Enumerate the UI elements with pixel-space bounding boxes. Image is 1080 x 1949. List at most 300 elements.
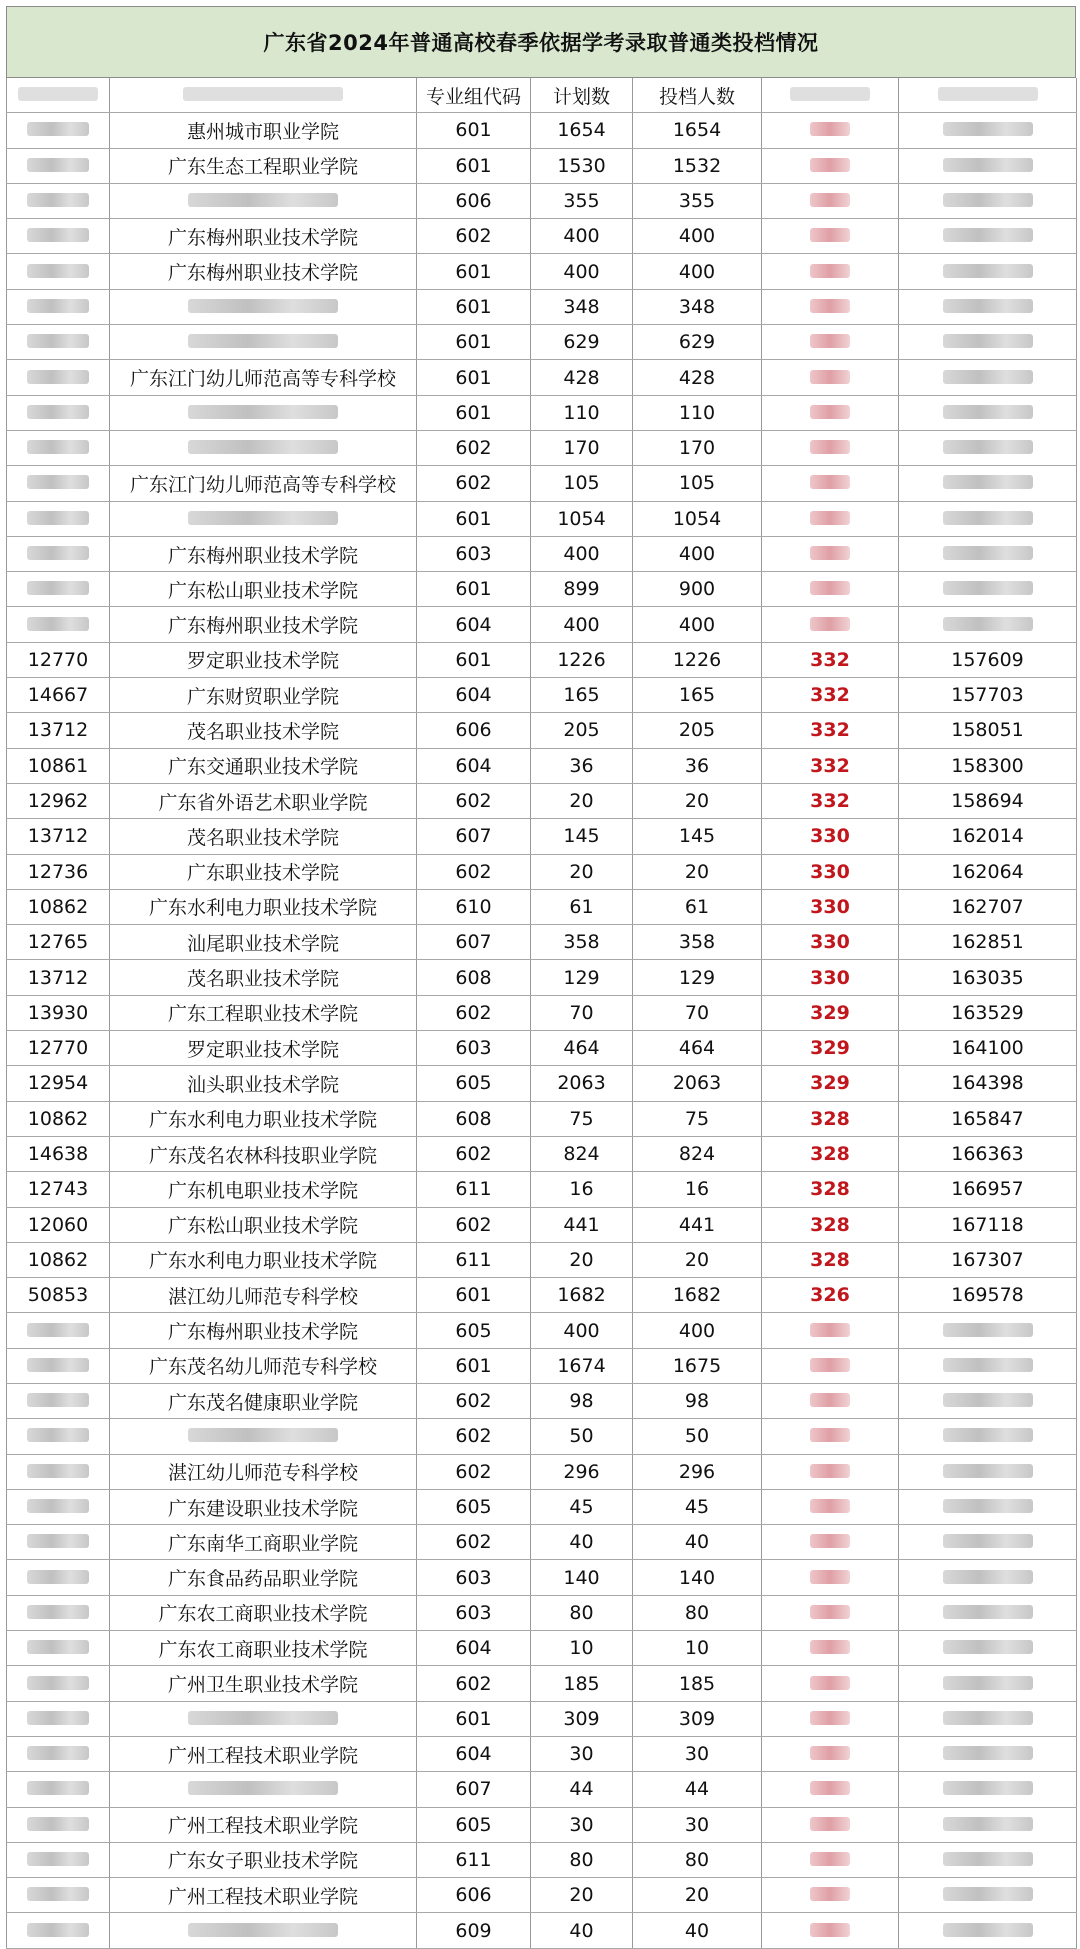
cell-plan-count: 80 xyxy=(531,1842,633,1877)
cell-min-score: 330 xyxy=(762,889,899,924)
cell-admitted-count: 140 xyxy=(633,1560,762,1595)
header-admitted-count: 投档人数 xyxy=(633,78,762,113)
blurred-value xyxy=(810,1464,850,1478)
cell-min-score xyxy=(762,1772,899,1807)
cell-plan-count: 10 xyxy=(531,1631,633,1666)
cell-admitted-count: 50 xyxy=(633,1419,762,1454)
table-row xyxy=(7,183,1077,218)
cell-school-code: 12770 xyxy=(7,642,110,677)
cell-school-name: 广东江门幼儿师范高等专科学校 xyxy=(110,360,417,395)
table-row xyxy=(7,1631,1077,1666)
cell-school-name: 广东水利电力职业技术学院 xyxy=(110,1242,417,1277)
blurred-value xyxy=(943,1393,1033,1407)
cell-admitted-count: 629 xyxy=(633,325,762,360)
cell-min-score: 328 xyxy=(762,1172,899,1207)
cell-plan-count: 1054 xyxy=(531,501,633,536)
table-row xyxy=(7,960,1077,995)
cell-admitted-count: 45 xyxy=(633,1489,762,1524)
cell-school-name: 广东农工商职业技术学院 xyxy=(110,1631,417,1666)
cell-admitted-count: 2063 xyxy=(633,1066,762,1101)
cell-plan-count: 441 xyxy=(531,1207,633,1242)
blurred-value xyxy=(27,1323,89,1337)
blurred-value xyxy=(943,1464,1033,1478)
cell-school-name: 汕头职业技术学院 xyxy=(110,1066,417,1101)
table-row xyxy=(7,1031,1077,1066)
blurred-value xyxy=(943,1499,1033,1513)
cell-school-code xyxy=(7,148,110,183)
cell-admitted-count: 205 xyxy=(633,713,762,748)
blurred-header xyxy=(183,87,343,101)
cell-school-name xyxy=(110,1419,417,1454)
cell-min-score xyxy=(762,1631,899,1666)
blurred-value xyxy=(27,1570,89,1584)
header-min-rank xyxy=(899,78,1077,113)
blurred-value xyxy=(810,1817,850,1831)
cell-group-code: 605 xyxy=(417,1489,531,1524)
cell-group-code: 601 xyxy=(417,1701,531,1736)
cell-plan-count: 1682 xyxy=(531,1278,633,1313)
cell-school-code xyxy=(7,360,110,395)
cell-school-code xyxy=(7,1666,110,1701)
blurred-value xyxy=(27,228,89,242)
blurred-value xyxy=(810,1711,850,1725)
cell-school-code: 12770 xyxy=(7,1031,110,1066)
cell-min-rank xyxy=(899,183,1077,218)
cell-school-code: 10862 xyxy=(7,889,110,924)
cell-min-score xyxy=(762,430,899,465)
blurred-value xyxy=(27,1499,89,1513)
cell-min-score xyxy=(762,1807,899,1842)
cell-school-code: 10862 xyxy=(7,1242,110,1277)
cell-admitted-count: 296 xyxy=(633,1454,762,1489)
cell-group-code: 603 xyxy=(417,536,531,571)
cell-plan-count: 140 xyxy=(531,1560,633,1595)
cell-school-code: 10862 xyxy=(7,1101,110,1136)
cell-min-rank xyxy=(899,1489,1077,1524)
blurred-value xyxy=(943,1746,1033,1760)
cell-school-name: 广州工程技术职业学院 xyxy=(110,1807,417,1842)
cell-admitted-count: 20 xyxy=(633,1242,762,1277)
cell-min-rank xyxy=(899,1772,1077,1807)
cell-school-name: 广东江门幼儿师范高等专科学校 xyxy=(110,466,417,501)
cell-school-code xyxy=(7,1701,110,1736)
cell-admitted-count: 824 xyxy=(633,1136,762,1171)
cell-admitted-count: 16 xyxy=(633,1172,762,1207)
cell-min-rank xyxy=(899,1736,1077,1771)
cell-min-score: 329 xyxy=(762,1066,899,1101)
cell-plan-count: 105 xyxy=(531,466,633,501)
cell-min-score: 329 xyxy=(762,1031,899,1066)
cell-plan-count: 400 xyxy=(531,254,633,289)
cell-min-rank: 157703 xyxy=(899,678,1077,713)
cell-admitted-count: 40 xyxy=(633,1525,762,1560)
table-row xyxy=(7,395,1077,430)
blurred-value xyxy=(27,299,89,313)
cell-min-rank: 163035 xyxy=(899,960,1077,995)
cell-plan-count: 1226 xyxy=(531,642,633,677)
table-row xyxy=(7,748,1077,783)
cell-min-score xyxy=(762,1313,899,1348)
blurred-value xyxy=(188,405,338,419)
cell-admitted-count: 400 xyxy=(633,254,762,289)
cell-plan-count: 30 xyxy=(531,1807,633,1842)
cell-school-code xyxy=(7,1348,110,1383)
cell-school-code xyxy=(7,501,110,536)
cell-school-code xyxy=(7,395,110,430)
table-row xyxy=(7,466,1077,501)
cell-group-code: 602 xyxy=(417,1136,531,1171)
cell-school-code xyxy=(7,289,110,324)
table-row xyxy=(7,678,1077,713)
blurred-value xyxy=(810,1323,850,1337)
cell-min-rank: 164100 xyxy=(899,1031,1077,1066)
blurred-value xyxy=(27,1605,89,1619)
cell-plan-count: 348 xyxy=(531,289,633,324)
cell-min-rank xyxy=(899,1878,1077,1913)
cell-min-score: 330 xyxy=(762,960,899,995)
cell-admitted-count: 80 xyxy=(633,1842,762,1877)
cell-school-code: 10861 xyxy=(7,748,110,783)
cell-school-code xyxy=(7,113,110,148)
blurred-value xyxy=(810,1676,850,1690)
cell-group-code: 605 xyxy=(417,1313,531,1348)
blurred-value xyxy=(810,193,850,207)
cell-group-code: 604 xyxy=(417,748,531,783)
blurred-value xyxy=(188,511,338,525)
cell-group-code: 601 xyxy=(417,289,531,324)
cell-group-code: 607 xyxy=(417,819,531,854)
blurred-value xyxy=(810,1852,850,1866)
blurred-header xyxy=(790,87,870,101)
cell-school-code xyxy=(7,325,110,360)
table-row xyxy=(7,1101,1077,1136)
cell-admitted-count: 185 xyxy=(633,1666,762,1701)
cell-min-rank xyxy=(899,325,1077,360)
blurred-value xyxy=(810,299,850,313)
cell-school-code xyxy=(7,1383,110,1418)
cell-admitted-count: 428 xyxy=(633,360,762,395)
blurred-value xyxy=(943,1852,1033,1866)
cell-school-name: 广东省外语艺术职业学院 xyxy=(110,783,417,818)
blurred-value xyxy=(810,122,850,136)
cell-min-rank xyxy=(899,395,1077,430)
header-row xyxy=(7,78,1077,113)
blurred-value xyxy=(943,1676,1033,1690)
cell-group-code: 604 xyxy=(417,678,531,713)
blurred-value xyxy=(810,546,850,560)
cell-min-score xyxy=(762,1736,899,1771)
table-row xyxy=(7,713,1077,748)
cell-admitted-count: 20 xyxy=(633,854,762,889)
cell-min-score xyxy=(762,289,899,324)
cell-school-name: 广东茂名农林科技职业学院 xyxy=(110,1136,417,1171)
cell-school-code xyxy=(7,1772,110,1807)
cell-plan-count: 428 xyxy=(531,360,633,395)
table-row xyxy=(7,1772,1077,1807)
blurred-value xyxy=(810,1570,850,1584)
blurred-value xyxy=(943,264,1033,278)
blurred-value xyxy=(810,1499,850,1513)
cell-admitted-count: 105 xyxy=(633,466,762,501)
cell-school-code: 13712 xyxy=(7,819,110,854)
cell-min-score xyxy=(762,325,899,360)
cell-group-code: 601 xyxy=(417,254,531,289)
cell-school-code xyxy=(7,1807,110,1842)
cell-school-code: 12765 xyxy=(7,925,110,960)
cell-group-code: 611 xyxy=(417,1172,531,1207)
cell-admitted-count: 1675 xyxy=(633,1348,762,1383)
cell-admitted-count: 40 xyxy=(633,1913,762,1948)
cell-group-code: 602 xyxy=(417,1525,531,1560)
cell-min-rank xyxy=(899,536,1077,571)
blurred-value xyxy=(943,1781,1033,1795)
table-row xyxy=(7,501,1077,536)
cell-school-code xyxy=(7,536,110,571)
cell-min-rank xyxy=(899,1701,1077,1736)
cell-min-rank xyxy=(899,148,1077,183)
cell-admitted-count: 129 xyxy=(633,960,762,995)
cell-min-rank: 165847 xyxy=(899,1101,1077,1136)
table-row xyxy=(7,1666,1077,1701)
cell-min-score xyxy=(762,1383,899,1418)
blurred-value xyxy=(27,1534,89,1548)
cell-school-code xyxy=(7,1842,110,1877)
blurred-value xyxy=(943,1817,1033,1831)
cell-school-code xyxy=(7,219,110,254)
blurred-value xyxy=(27,1781,89,1795)
cell-group-code: 602 xyxy=(417,783,531,818)
table-row xyxy=(7,1878,1077,1913)
cell-admitted-count: 20 xyxy=(633,1878,762,1913)
blurred-value xyxy=(810,264,850,278)
blurred-value xyxy=(943,1358,1033,1372)
cell-school-name: 广州卫生职业技术学院 xyxy=(110,1666,417,1701)
cell-school-name xyxy=(110,395,417,430)
cell-school-name xyxy=(110,1772,417,1807)
blurred-value xyxy=(27,193,89,207)
cell-school-code xyxy=(7,183,110,218)
table-row xyxy=(7,360,1077,395)
cell-group-code: 601 xyxy=(417,360,531,395)
blurred-value xyxy=(810,581,850,595)
cell-school-code: 14638 xyxy=(7,1136,110,1171)
cell-school-code xyxy=(7,1913,110,1948)
cell-school-name: 广东梅州职业技术学院 xyxy=(110,607,417,642)
cell-group-code: 601 xyxy=(417,395,531,430)
cell-plan-count: 185 xyxy=(531,1666,633,1701)
cell-school-name: 广东松山职业技术学院 xyxy=(110,572,417,607)
cell-plan-count: 464 xyxy=(531,1031,633,1066)
blurred-value xyxy=(810,1534,850,1548)
cell-admitted-count: 30 xyxy=(633,1736,762,1771)
cell-group-code: 602 xyxy=(417,1207,531,1242)
cell-min-rank xyxy=(899,1348,1077,1383)
cell-min-rank: 158051 xyxy=(899,713,1077,748)
cell-school-name: 广东茂名幼儿师范专科学校 xyxy=(110,1348,417,1383)
cell-plan-count: 30 xyxy=(531,1736,633,1771)
cell-group-code: 601 xyxy=(417,572,531,607)
table-row xyxy=(7,1207,1077,1242)
blurred-value xyxy=(27,1640,89,1654)
blurred-value xyxy=(188,440,338,454)
cell-min-rank xyxy=(899,1595,1077,1630)
cell-min-score xyxy=(762,1701,899,1736)
cell-min-score xyxy=(762,1666,899,1701)
cell-min-score xyxy=(762,501,899,536)
blurred-value xyxy=(810,1428,850,1442)
cell-plan-count: 98 xyxy=(531,1383,633,1418)
cell-admitted-count: 20 xyxy=(633,783,762,818)
blurred-value xyxy=(943,1640,1033,1654)
cell-group-code: 601 xyxy=(417,501,531,536)
cell-min-score xyxy=(762,360,899,395)
cell-school-name xyxy=(110,1913,417,1948)
cell-plan-count: 20 xyxy=(531,854,633,889)
table-row xyxy=(7,1525,1077,1560)
blurred-value xyxy=(27,264,89,278)
cell-admitted-count: 75 xyxy=(633,1101,762,1136)
cell-group-code: 608 xyxy=(417,1101,531,1136)
cell-min-rank xyxy=(899,1454,1077,1489)
cell-school-name xyxy=(110,501,417,536)
cell-admitted-count: 44 xyxy=(633,1772,762,1807)
cell-school-code xyxy=(7,1454,110,1489)
cell-plan-count: 1654 xyxy=(531,113,633,148)
cell-plan-count: 110 xyxy=(531,395,633,430)
admission-table-sheet xyxy=(6,6,1076,1949)
blurred-value xyxy=(943,1711,1033,1725)
table-row xyxy=(7,1842,1077,1877)
cell-school-code: 12060 xyxy=(7,1207,110,1242)
cell-admitted-count: 441 xyxy=(633,1207,762,1242)
cell-group-code: 607 xyxy=(417,925,531,960)
blurred-value xyxy=(810,511,850,525)
cell-plan-count: 400 xyxy=(531,607,633,642)
cell-min-score: 332 xyxy=(762,642,899,677)
blurred-value xyxy=(810,1887,850,1901)
cell-school-name: 广东生态工程职业学院 xyxy=(110,148,417,183)
cell-min-rank xyxy=(899,1383,1077,1418)
blurred-value xyxy=(943,546,1033,560)
admission-table xyxy=(6,78,1077,1949)
cell-school-code: 12962 xyxy=(7,783,110,818)
table-row xyxy=(7,254,1077,289)
cell-school-name: 茂名职业技术学院 xyxy=(110,819,417,854)
cell-school-name: 罗定职业技术学院 xyxy=(110,642,417,677)
header-school-code xyxy=(7,78,110,113)
cell-admitted-count: 400 xyxy=(633,1313,762,1348)
table-row xyxy=(7,1807,1077,1842)
blurred-value xyxy=(188,1428,338,1442)
cell-plan-count: 70 xyxy=(531,995,633,1030)
cell-min-score xyxy=(762,1842,899,1877)
cell-admitted-count: 900 xyxy=(633,572,762,607)
cell-group-code: 611 xyxy=(417,1842,531,1877)
cell-min-rank xyxy=(899,1842,1077,1877)
blurred-value xyxy=(27,334,89,348)
cell-min-rank xyxy=(899,289,1077,324)
cell-admitted-count: 1054 xyxy=(633,501,762,536)
cell-school-name: 广东工程职业技术学院 xyxy=(110,995,417,1030)
cell-min-rank: 169578 xyxy=(899,1278,1077,1313)
cell-school-name: 广东梅州职业技术学院 xyxy=(110,219,417,254)
cell-plan-count: 899 xyxy=(531,572,633,607)
cell-school-name: 广东松山职业技术学院 xyxy=(110,1207,417,1242)
cell-group-code: 604 xyxy=(417,1736,531,1771)
cell-plan-count: 296 xyxy=(531,1454,633,1489)
cell-school-code: 14667 xyxy=(7,678,110,713)
cell-plan-count: 1530 xyxy=(531,148,633,183)
cell-school-name: 湛江幼儿师范专科学校 xyxy=(110,1454,417,1489)
cell-group-code: 602 xyxy=(417,430,531,465)
table-row xyxy=(7,1348,1077,1383)
cell-min-rank xyxy=(899,1913,1077,1948)
blurred-value xyxy=(27,1887,89,1901)
cell-group-code: 608 xyxy=(417,960,531,995)
cell-min-rank: 162064 xyxy=(899,854,1077,889)
cell-school-name: 广东茂名健康职业学院 xyxy=(110,1383,417,1418)
blurred-value xyxy=(810,334,850,348)
cell-group-code: 602 xyxy=(417,466,531,501)
table-row xyxy=(7,1419,1077,1454)
cell-min-rank xyxy=(899,466,1077,501)
cell-admitted-count: 1654 xyxy=(633,113,762,148)
cell-school-name: 广东机电职业技术学院 xyxy=(110,1172,417,1207)
cell-min-rank: 158694 xyxy=(899,783,1077,818)
cell-min-rank xyxy=(899,1525,1077,1560)
cell-admitted-count: 165 xyxy=(633,678,762,713)
cell-school-code: 13712 xyxy=(7,713,110,748)
cell-min-score xyxy=(762,1348,899,1383)
cell-plan-count: 400 xyxy=(531,1313,633,1348)
blurred-value xyxy=(810,1923,850,1937)
cell-min-score: 328 xyxy=(762,1242,899,1277)
blurred-value xyxy=(27,158,89,172)
cell-min-rank: 162014 xyxy=(899,819,1077,854)
cell-school-name: 茂名职业技术学院 xyxy=(110,960,417,995)
table-row xyxy=(7,1701,1077,1736)
table-row xyxy=(7,289,1077,324)
cell-school-code xyxy=(7,1878,110,1913)
cell-school-code xyxy=(7,254,110,289)
cell-min-score xyxy=(762,1419,899,1454)
cell-school-name: 广东职业技术学院 xyxy=(110,854,417,889)
cell-school-name xyxy=(110,183,417,218)
blurred-value xyxy=(943,617,1033,631)
blurred-value xyxy=(188,334,338,348)
cell-min-rank xyxy=(899,1666,1077,1701)
cell-group-code: 604 xyxy=(417,1631,531,1666)
cell-plan-count: 145 xyxy=(531,819,633,854)
cell-min-score xyxy=(762,466,899,501)
cell-admitted-count: 98 xyxy=(633,1383,762,1418)
cell-min-score xyxy=(762,1489,899,1524)
cell-min-rank xyxy=(899,219,1077,254)
cell-school-name: 湛江幼儿师范专科学校 xyxy=(110,1278,417,1313)
cell-min-rank xyxy=(899,430,1077,465)
cell-min-score: 329 xyxy=(762,995,899,1030)
blurred-value xyxy=(810,1640,850,1654)
cell-school-name: 广东南华工商职业学院 xyxy=(110,1525,417,1560)
cell-group-code: 611 xyxy=(417,1242,531,1277)
cell-school-code xyxy=(7,607,110,642)
blurred-value xyxy=(27,1711,89,1725)
cell-plan-count: 400 xyxy=(531,219,633,254)
cell-plan-count: 80 xyxy=(531,1595,633,1630)
blurred-value xyxy=(943,299,1033,313)
table-row xyxy=(7,819,1077,854)
cell-admitted-count: 1682 xyxy=(633,1278,762,1313)
